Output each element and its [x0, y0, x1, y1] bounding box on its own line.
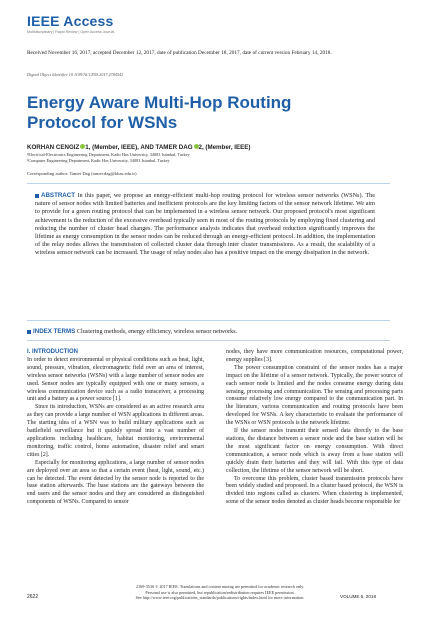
affiliation-2: ²Computer Engineering Department, Kadir Has University, 34083 Istanbul, Turkey — [27, 157, 170, 163]
author-1-tail: 1, (Member, IEEE), AND TAMER DAG — [85, 144, 193, 151]
corresponding-author: Corresponding author: Tamer Dag (tamer.dag@khas.edu.tr) — [27, 171, 137, 176]
body-column-right — [226, 349, 403, 507]
paragraph: Especially for monitoring applications, a large number of sensor nodes are deployed over an area so that a certain event (heat, light, sound, etc.) can be detected. The event detected by the sensor node is reported to the base station afterwards. The base stations are the gateways between the end users and the sensor nodes and they are considered as distinguished components of WSNs. Compared to sensor — [27, 459, 204, 506]
abstract-text: In this paper, we propose an energy-efficient multi-hop routing protocol for wireless sensor networks (WSNs). The nature of sensor nodes with limited batteries and inefficient protocols are the key limiting factors of the sensor network lifetime. We aim to provide for a green routing protocol that can be implemented in a wireless sensor network. Our proposed protocol's most significant achievement is the reduction of the excessive overhead typically seen in most of the routing protocols by employing fixed clustering and reducing the number of cluster head changes. The performance analysis indicates that overhead reduction significantly improves the lifetime as energy consumption in the sensor nodes can be reduced through an energy-efficient protocol. In addition, the implementation of the relay nodes allows the transmission of collected cluster data through inter cluster transmissions. As a result, the scalability of a wireless sensor network can be increased. The usage of relay nodes also has a positive impact on the energy dissipation in the network. — [35, 192, 375, 257]
doi: Digital Object Identifier 10.1109/ACCESS.2017.2784542 — [27, 72, 124, 77]
footer-line-2: Personal use is also permitted, but republication/redistribution requires IEEE permission. — [145, 589, 295, 595]
square-bullet-icon — [27, 330, 31, 334]
volume-label: VOLUME 6, 2018 — [340, 594, 377, 599]
paragraph: In order to detect environmental or physical conditions such as heat, light, sound, pressure, vibration, electromagnetic field over an area of interest, wireless sensor networks (WSNs) with a large number of sensor nodes are used. Sensor nodes are typically equipped with one or many sensors, a wireless communication device such as a radio transceiver, a processing unit and a battery as a power source [1]. — [27, 356, 204, 403]
divider — [27, 340, 390, 341]
author-2-tail: 2, (Member, IEEE) — [198, 144, 251, 151]
journal-logo: IEEE Access — [27, 13, 114, 29]
author-1-name: KORHAN CENGIZ — [27, 144, 80, 151]
page-number: 2622 — [27, 594, 39, 600]
paragraph: The power consumption constraint of the sensor nodes has a major impact on the lifetime of a sensor network. Typically, the power source of each sensor node is limited and the nodes consume energy during data sensing, processing and communication. The sensing and processing parts consume relatively low energy compared to the communication part. In the literature, various communication and routing protocols have been developed for WSNs. A key characteristic to evaluate the performance of the WSNs or WSN protocols is the network lifetime. — [226, 364, 403, 427]
index-terms — [27, 328, 237, 335]
abstract — [35, 192, 375, 258]
paragraph: Since its introduction, WSNs are considered as an active research area as they can provide a large number of WSN applications in different areas. The starting idea of a WSN was to build military applications such as battlefield surveillance but it quickly spread into a vast number of applications including healthcare, habitat monitoring, environmental monitoring, traffic control, home automation, disaster relief and smart cities [2]. — [27, 404, 204, 458]
paragraph: nodes, they have more communication resources, computational power, energy supplies [3]. — [226, 349, 403, 363]
paper-title: Energy Aware Multi-Hop Routing Protocol for WSNs — [27, 93, 292, 132]
footer-line-1: 2169-3536 © 2017 IEEE. Translations and content mining are permitted for academic research only. — [135, 584, 305, 589]
affiliation-1: ¹Electrical-Electronics Engineering Department, Kadir Has University, 34083 Istanbul, Turkey — [27, 152, 190, 157]
journal-tagline: Multidisciplinary | Rapid Review | Open Access Journal — [27, 30, 115, 34]
paragraph: If the sensor nodes transmit their sensed data directly to the base stations, the distance between a sensor node and the base station will be the most significant factor on energy consumption. With direct communication, a sensor node which is away from a base station will quickly drain their batteries and they will fail. With this type of data collection, the lifetime of the sensor network will be short. — [226, 428, 403, 474]
section-heading: I. INTRODUCTION — [27, 349, 78, 355]
author-line — [27, 144, 250, 151]
index-terms-label: INDEX TERMS — [33, 328, 76, 335]
affiliations — [27, 152, 190, 163]
abstract-label: ABSTRACT — [41, 192, 76, 199]
square-bullet-icon — [35, 194, 39, 198]
publication-dates: Received November 16, 2017, accepted December 12, 2017, date of publication December 18, 2017, date of current version February 14, 2018. — [27, 50, 332, 56]
footer-line-3[interactable]: See http://www.ieee.org/publications_standards/publications/rights/index.html for more information. — [135, 595, 305, 601]
body-column-left — [27, 349, 204, 507]
paragraph: To overcome this problem, cluster based transmission protocols have been widely studied and proposed. In a cluster based protocol, the WSN is divided into regions called as clusters. When clustering is implemented, some of the sensor nodes denoted as cluster heads become responsible for — [226, 475, 403, 506]
index-terms-text: Clustering methods, energy efficiency, wireless sensor networks. — [76, 328, 238, 335]
